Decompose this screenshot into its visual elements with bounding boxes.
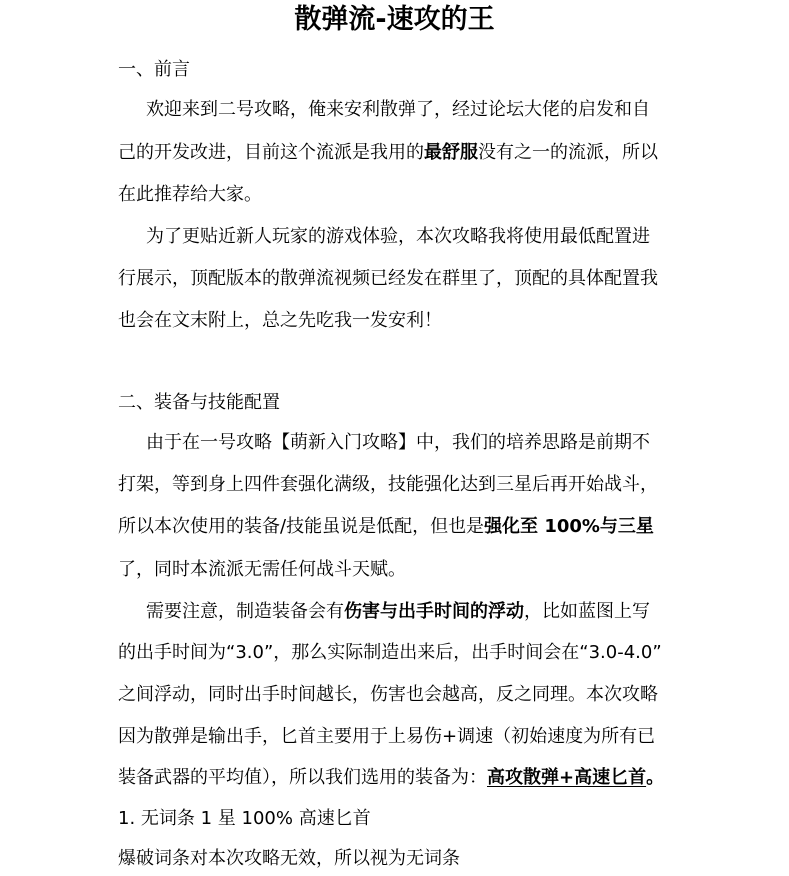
paragraph-line: 因为散弹是输出手，匕首主要用于上易伤+调速（初始速度为所有已 (118, 726, 656, 747)
text-run: 己的开发改进，目前这个流派是我用的 (118, 142, 424, 163)
paragraph-line: 行展示，顶配版本的散弹流视频已经发在群里了，顶配的具体配置我 (118, 268, 658, 289)
text-run: 装备武器的平均值），所以我们选用的装备为： (118, 767, 487, 788)
paragraph-line: 也会在文末附上，总之先吃我一发安利！ (118, 310, 442, 331)
text-run: 需要注意，制造装备会有 (146, 601, 344, 622)
paragraph-line: 之间浮动，同时出手时间越长，伤害也会越高，反之同理。本次攻略 (118, 684, 658, 705)
list-item-note: 爆破词条对本次攻略无效，所以视为无词条 (118, 848, 460, 869)
bold-text: 伤害与出手时间的浮动 (344, 601, 524, 622)
bold-text: 最舒服 (424, 142, 478, 163)
bold-underlined-text: 高攻散弹+高速匕首 (487, 767, 647, 788)
paragraph-line: 由于在一号攻略【萌新入门攻略】中，我们的培养思路是前期不 (146, 432, 650, 453)
paragraph-line (118, 140, 658, 166)
paragraph-line: 的出手时间为“3.0”，那么实际制造出来后，出手时间会在“3.0-4.0” (118, 642, 662, 663)
paragraph-line: 在此推荐给大家。 (118, 184, 262, 205)
paragraph-line: 欢迎来到二号攻略，俺来安利散弹了，经过论坛大佬的启发和自 (146, 99, 650, 120)
paragraph-line (146, 599, 650, 625)
document-title: 散弹流-速攻的王 (294, 4, 495, 35)
section-heading-equipment: 二、装备与技能配置 (118, 392, 280, 413)
list-item: 1. 无词条 1 星 100% 高速匕首 (118, 808, 371, 829)
text-run: 没有之一的流派，所以 (478, 142, 658, 163)
text-run: 。 (646, 767, 665, 788)
paragraph-line: 了，同时本流派无需任何战斗天赋。 (118, 559, 406, 580)
paragraph-line (118, 514, 654, 540)
text-run: ，比如蓝图上写 (524, 601, 650, 622)
paragraph-line (118, 765, 664, 791)
paragraph-line: 打架，等到身上四件套强化满级，技能强化达到三星后再开始战斗， (118, 474, 658, 495)
bold-text: 强化至 100%与三星 (484, 516, 654, 537)
text-run: 所以本次使用的装备/技能虽说是低配，但也是 (118, 516, 485, 537)
section-heading-preface: 一、前言 (118, 59, 190, 80)
paragraph-line: 为了更贴近新人玩家的游戏体验，本次攻略我将使用最低配置进 (146, 226, 650, 247)
